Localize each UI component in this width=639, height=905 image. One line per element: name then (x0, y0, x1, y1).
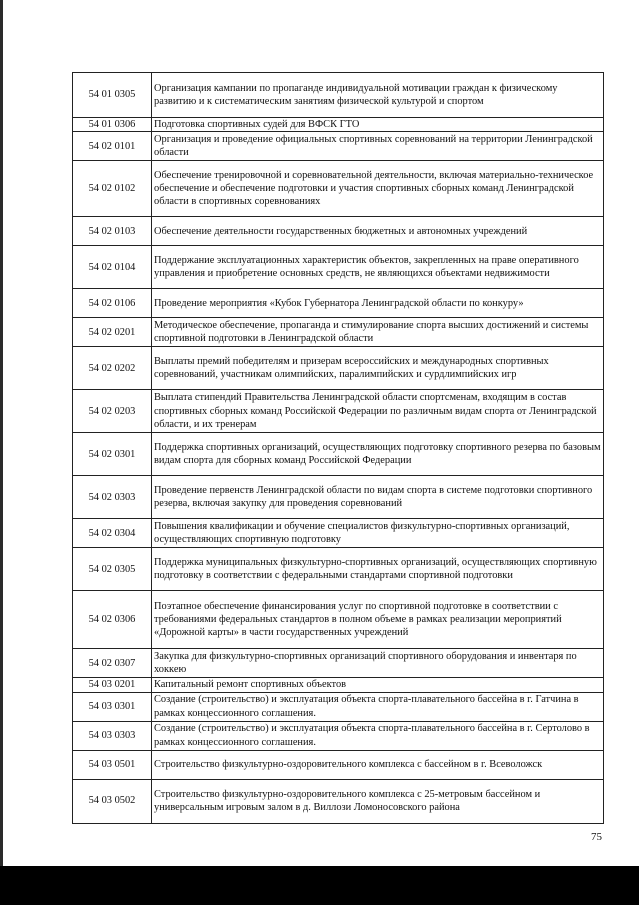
scan-left-edge (0, 0, 3, 866)
table-row (73, 246, 604, 289)
row-description: Подготовка спортивных судей для ВФСК ГТО (152, 118, 604, 132)
row-code: 54 02 0102 (73, 161, 152, 217)
row-code: 54 01 0306 (73, 118, 152, 132)
row-code: 54 02 0306 (73, 591, 152, 649)
row-description: Поэтапное обеспечение финансирования услуг по спортивной подготовке в соответствии с требованиями федеральных стандартов в полном объеме в рамках реализации мероприятий «Дорожной карты» в части государственных учреждений (152, 591, 604, 649)
row-code: 54 03 0303 (73, 721, 152, 750)
row-code: 54 02 0303 (73, 476, 152, 519)
row-code: 54 02 0101 (73, 132, 152, 161)
row-code: 54 03 0301 (73, 692, 152, 721)
table-row (73, 779, 604, 823)
row-description: Организация кампании по пропаганде индивидуальной мотивации граждан к физическому развитию и к систематическим занятиям физической культурой и спортом (152, 73, 604, 118)
budget-codes-table (72, 72, 604, 824)
table-row (73, 347, 604, 390)
row-code: 54 01 0305 (73, 73, 152, 118)
table-row (73, 692, 604, 721)
row-code: 54 02 0103 (73, 217, 152, 246)
row-description: Методическое обеспечение, пропаганда и стимулирование спорта высших достижений и системы спортивной подготовки в Ленинградской области (152, 318, 604, 347)
table-row (73, 591, 604, 649)
row-description: Обеспечение тренировочной и соревновательной деятельности, включая материально-техническое обеспечение и обеспечение подготовки и участия спортивных сборных команд Ленинградской области в спортивных соревнованиях (152, 161, 604, 217)
row-description: Поддержание эксплуатационных характеристик объектов, закрепленных на праве оперативного управления и приобретение основных средств, не являющихся объектами недвижимости (152, 246, 604, 289)
row-code: 54 02 0106 (73, 289, 152, 318)
row-code: 54 02 0307 (73, 649, 152, 678)
row-description: Капитальный ремонт спортивных объектов (152, 678, 604, 692)
row-description: Проведение мероприятия «Кубок Губернатора Ленинградской области по конкуру» (152, 289, 604, 318)
row-code: 54 02 0305 (73, 548, 152, 591)
scan-bottom-border (0, 866, 639, 905)
table-row (73, 118, 604, 132)
table-row (73, 161, 604, 217)
table-row (73, 318, 604, 347)
table-row (73, 132, 604, 161)
row-code: 54 02 0104 (73, 246, 152, 289)
row-code: 54 02 0304 (73, 519, 152, 548)
row-description: Обеспечение деятельности государственных бюджетных и автономных учреждений (152, 217, 604, 246)
row-description: Строительство физкультурно-оздоровительного комплекса с бассейном в г. Всеволожск (152, 750, 604, 779)
table-row (73, 476, 604, 519)
table-row (73, 289, 604, 318)
row-code: 54 03 0501 (73, 750, 152, 779)
row-description: Создание (строительство) и эксплуатация объекта спорта-плавательного бассейна в г. Сертолово в рамках концессионного соглашения. (152, 721, 604, 750)
table-row (73, 73, 604, 118)
table-row (73, 548, 604, 591)
row-description: Поддержка муниципальных физкультурно-спортивных организаций, осуществляющих спортивную подготовку в соответствии с федеральными стандартами спортивной подготовки (152, 548, 604, 591)
table-row (73, 750, 604, 779)
row-description: Выплата стипендий Правительства Ленинградской области спортсменам, входящим в состав спортивных сборных команд Российской Федерации по различным видам спорта от Ленинградской области, и их тренерам (152, 390, 604, 433)
row-code: 54 03 0502 (73, 779, 152, 823)
page-number: 75 (591, 831, 602, 843)
row-description: Создание (строительство) и эксплуатация объекта спорта-плавательного бассейна в г. Гатчина в рамках концессионного соглашения. (152, 692, 604, 721)
row-description: Строительство физкультурно-оздоровительного комплекса с 25-метровым бассейном и универсальным игровым залом в д. Виллози Ломоносовского района (152, 779, 604, 823)
row-description: Проведение первенств Ленинградской области по видам спорта в системе подготовки спортивного резерва, включая закупку для проведения соревнований (152, 476, 604, 519)
table-row (73, 721, 604, 750)
row-description: Организация и проведение официальных спортивных соревнований на территории Ленинградской области (152, 132, 604, 161)
row-code: 54 03 0201 (73, 678, 152, 692)
table-row (73, 649, 604, 678)
table-row (73, 433, 604, 476)
row-code: 54 02 0202 (73, 347, 152, 390)
table-row (73, 678, 604, 692)
row-description: Поддержка спортивных организаций, осуществляющих подготовку спортивного резерва по базовым видам спорта для сборных команд Российской Федерации (152, 433, 604, 476)
table-row (73, 217, 604, 246)
table-row (73, 390, 604, 433)
row-code: 54 02 0201 (73, 318, 152, 347)
row-description: Выплаты премий победителям и призерам всероссийских и международных спортивных соревнований, участникам олимпийских, паралимпийских и сурдлимпийских игр (152, 347, 604, 390)
row-code: 54 02 0301 (73, 433, 152, 476)
row-description: Повышения квалификации и обучение специалистов физкультурно-спортивных организаций, осуществляющих спортивную подготовку (152, 519, 604, 548)
row-code: 54 02 0203 (73, 390, 152, 433)
row-description: Закупка для физкультурно-спортивных организаций спортивного оборудования и инвентаря по хоккею (152, 649, 604, 678)
table-row (73, 519, 604, 548)
